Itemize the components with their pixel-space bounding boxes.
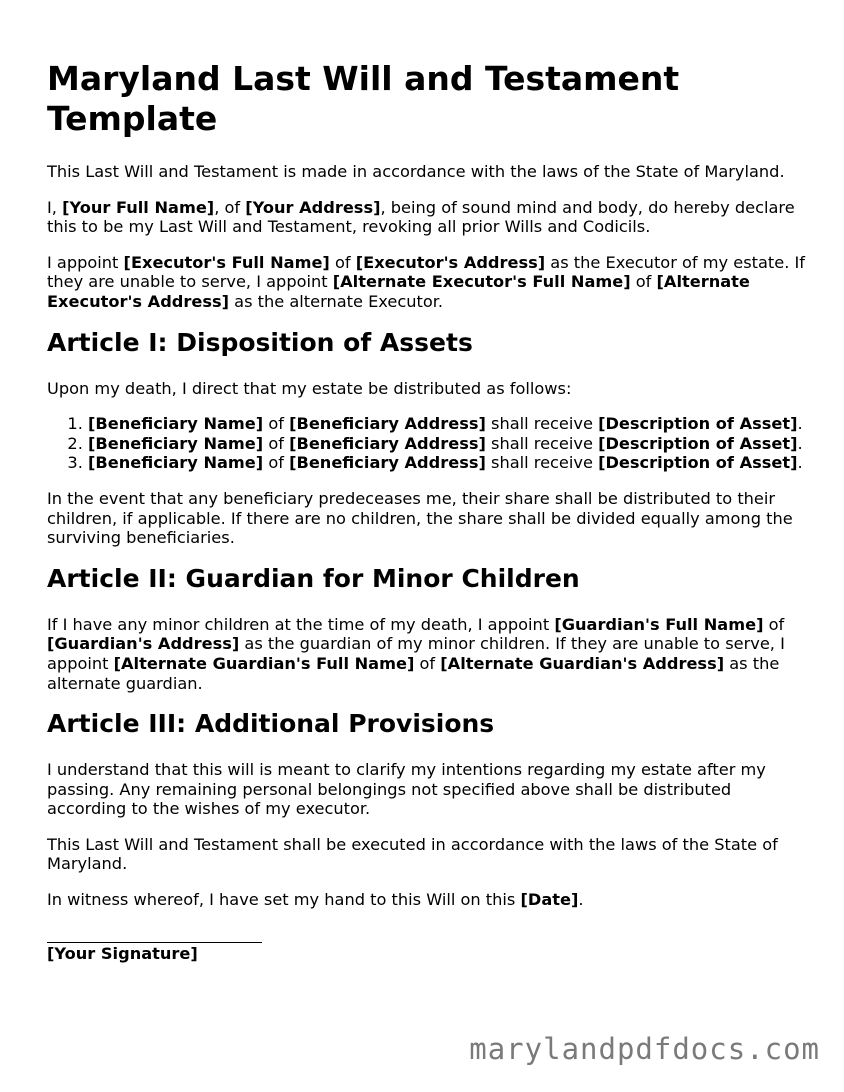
signature-label [47,944,807,964]
executor-name-placeholder: [Executor's Full Name] [123,252,330,272]
text-segment: of [263,453,290,473]
text-segment: , being of sound mind and body, do hereby declare this to be my Last Will and Testament, revoking all prior Wills and Codicils. [47,197,795,237]
guardian-paragraph [47,615,807,693]
text-segment: of [630,272,657,292]
intro-paragraph: This Last Will and Testament is made in accordance with the laws of the State of Maryland. [47,162,785,181]
beneficiary-address-placeholder: [Beneficiary Address] [289,433,486,453]
executor-address-placeholder: [Executor's Address] [355,252,546,272]
asset-description-placeholder: [Description of Asset] [598,453,798,473]
alt-executor-address-placeholder: [Alternate Executor's Address] [47,272,750,311]
alt-guardian-name-placeholder: [Alternate Guardian's Full Name] [113,653,415,673]
text-segment: of [263,414,290,434]
predecease-paragraph: In the event that any beneficiary predeceases me, their share shall be distributed to their children, if applicable. If there are no children, the share shall be divided equally among the surviving beneficiaries. [47,488,793,548]
text-segment: shall receive [485,453,599,473]
list-item [88,414,807,434]
alt-guardian-address-placeholder: [Alternate Guardian's Address] [440,653,725,673]
text-segment: of [414,653,441,673]
text-segment: as the alternate guardian. [47,653,780,693]
list-item [88,434,807,454]
text-segment: . [797,453,803,473]
text-segment: . [797,414,803,434]
document-title: Maryland Last Will and Testament Template [47,59,680,138]
list-item [88,453,807,473]
beneficiary-list [47,414,807,473]
declaration-paragraph [47,198,807,237]
your-address-placeholder: [Your Address] [245,197,381,217]
text-segment: shall receive [485,433,599,453]
text-segment: . [578,890,584,910]
text-segment: shall receive [485,414,599,434]
alt-executor-name-placeholder: [Alternate Executor's Full Name] [332,272,631,292]
article-1-heading: Article I: Disposition of Assets [47,327,473,357]
text-segment: as the Executor of my estate. If they are unable to serve, I appoint [47,252,805,292]
witness-paragraph [47,890,807,910]
text-segment: I, [47,197,63,217]
watermark: marylandpdfdocs.com [469,1032,820,1066]
text-segment: of [763,614,785,634]
article-2-heading: Article II: Guardian for Minor Children [47,563,580,593]
text-segment: of [329,252,356,272]
text-segment: . [797,433,803,453]
text-segment: If I have any minor children at the time of my death, I appoint [47,614,555,634]
your-name-placeholder: [Your Full Name] [62,197,215,217]
date-placeholder: [Date] [520,890,579,910]
beneficiary-address-placeholder: [Beneficiary Address] [289,453,486,473]
asset-description-placeholder: [Description of Asset] [598,433,798,453]
signature-placeholder: [Your Signature] [47,943,198,963]
article-3-heading: Article III: Additional Provisions [47,709,495,739]
text-segment: as the guardian of my minor children. If they are unable to serve, I appoint [47,634,785,673]
provisions-paragraph: I understand that this will is meant to clarify my intentions regarding my estate after my passing. Any remaining personal belongings not specified above shall be distributed according to the wishes of my executor. [47,760,766,819]
beneficiary-address-placeholder: [Beneficiary Address] [289,414,486,434]
beneficiary-name-placeholder: [Beneficiary Name] [88,433,264,453]
text-segment: In witness whereof, I have set my hand to this Will on this [47,890,521,910]
guardian-name-placeholder: [Guardian's Full Name] [554,614,764,634]
document-page [47,59,807,963]
guardian-address-placeholder: [Guardian's Address] [47,634,240,654]
text-segment: I appoint [47,252,124,272]
text-segment: as the alternate Executor. [229,291,444,311]
signature-line [47,926,262,943]
beneficiary-name-placeholder: [Beneficiary Name] [88,414,264,434]
article-1-intro: Upon my death, I direct that my estate be distributed as follows: [47,378,572,398]
text-segment: of [263,433,290,453]
asset-description-placeholder: [Description of Asset] [598,414,798,434]
execution-paragraph: This Last Will and Testament shall be executed in accordance with the laws of the State of Maryland. [47,834,778,874]
beneficiary-name-placeholder: [Beneficiary Name] [88,453,264,473]
text-segment: , of [214,197,246,217]
executor-paragraph [47,253,807,312]
